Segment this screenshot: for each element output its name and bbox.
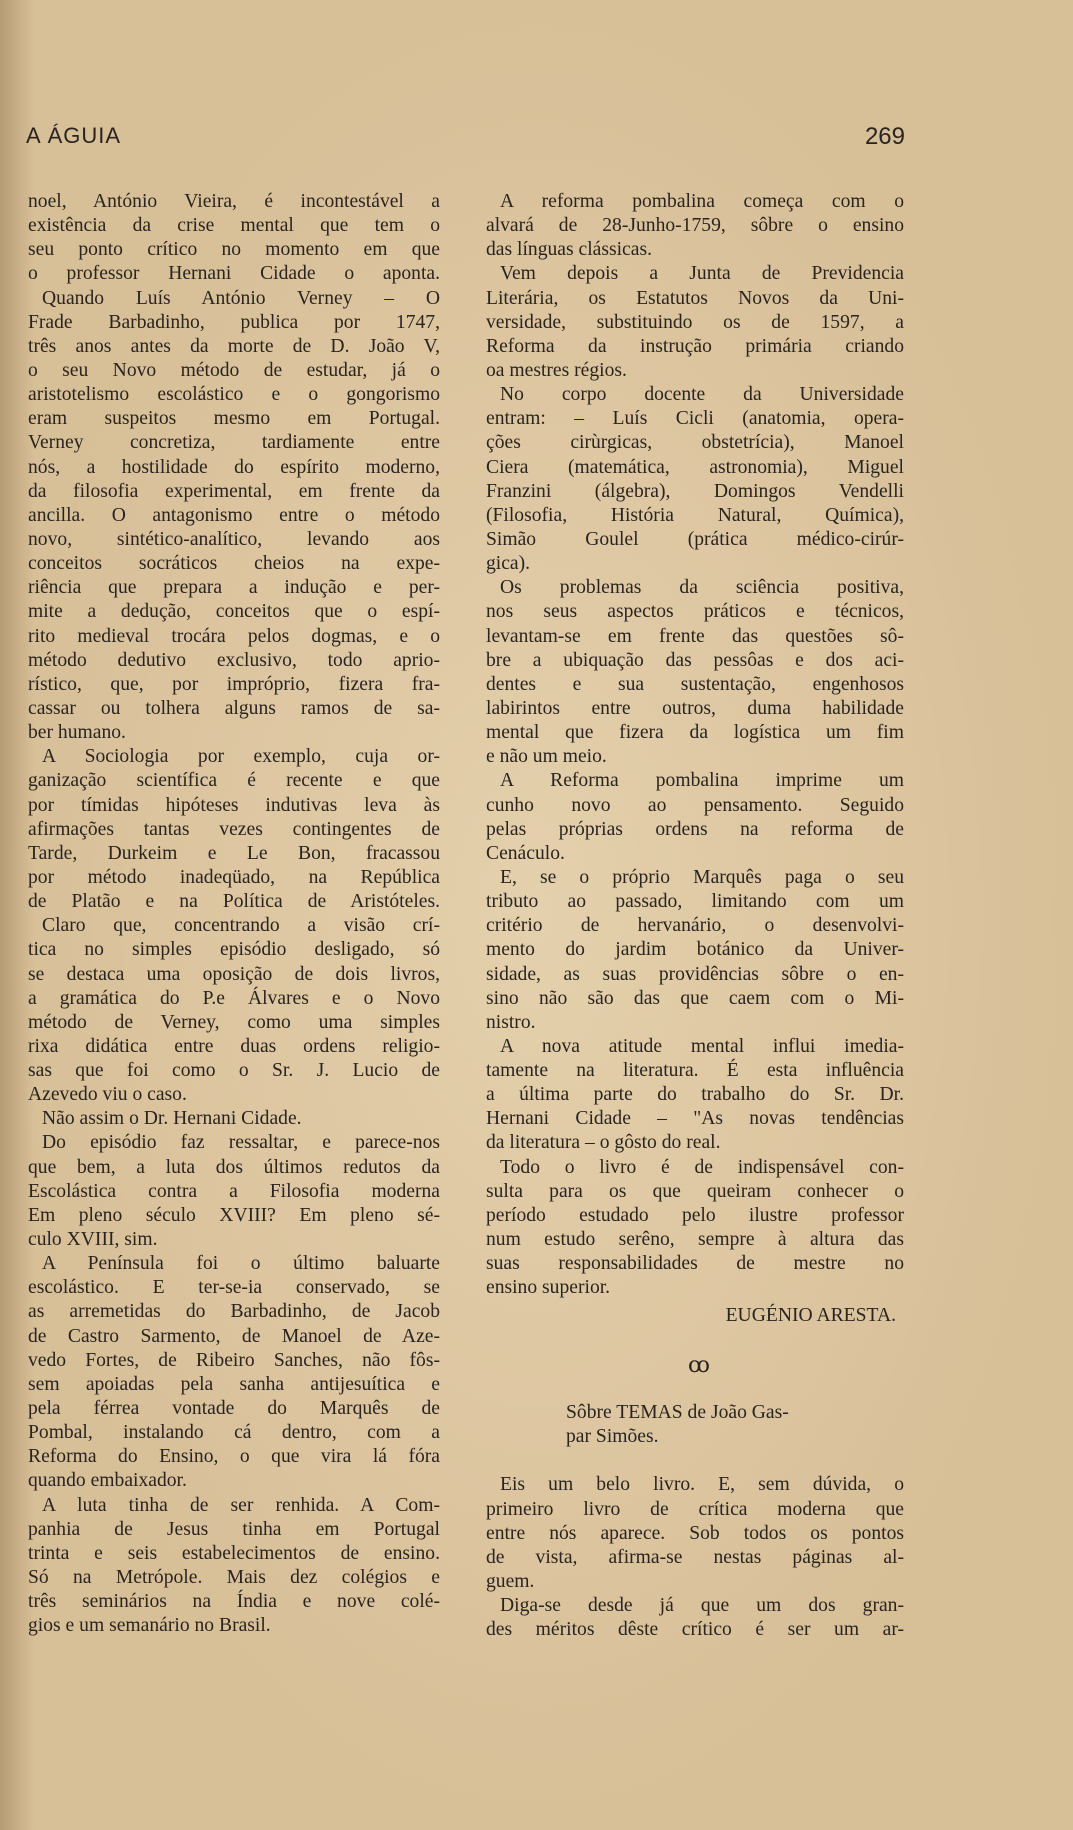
text-line: das línguas clássicas. bbox=[486, 239, 652, 261]
text-line: sidade, as suas providências sôbre o en- bbox=[486, 963, 904, 985]
text-line: cunho novo ao pensamento. Seguido bbox=[486, 794, 904, 816]
text-line: Diga-se desde já que um dos gran- bbox=[500, 1595, 904, 1617]
text-line: rito medieval trocára pelos dogmas, e o bbox=[28, 625, 440, 647]
text-line: da literatura – o gôsto do real. bbox=[486, 1132, 721, 1154]
text-line: Só na Metrópole. Mais dez colégios e bbox=[28, 1567, 440, 1589]
text-line: ensino superior. bbox=[486, 1277, 611, 1299]
text-line: Não assim o Dr. Hernani Cidade. bbox=[42, 1108, 302, 1130]
text-line: de Castro Sarmento, de Manoel de Aze- bbox=[28, 1325, 440, 1347]
author-signature: EUGÉNIO ARESTA. bbox=[725, 1305, 896, 1327]
text-line: rístico, que, por impróprio, fizera fra- bbox=[28, 673, 440, 695]
text-line: se destaca uma oposição de dois livros, bbox=[28, 963, 440, 985]
text-line: suas responsabilidades de mestre no bbox=[486, 1253, 904, 1275]
text-line: par Simões. bbox=[566, 1426, 659, 1448]
text-line: oa mestres régios. bbox=[486, 359, 627, 381]
text-line: entre nós aparece. Sob todos os pontos bbox=[486, 1522, 904, 1544]
text-line: escolástico. E ter-se-ia conservado, se bbox=[28, 1277, 440, 1299]
text-line: gios e um semanário no Brasil. bbox=[28, 1615, 271, 1637]
text-line: pela férrea vontade do Marquês de bbox=[28, 1398, 440, 1420]
text-line: E, se o próprio Marquês paga o seu bbox=[500, 866, 904, 888]
text-line: Pombal, instalando cá dentro, com a bbox=[28, 1422, 440, 1444]
text-line: A Reforma pombalina imprime um bbox=[500, 770, 904, 792]
text-line: critério de hervanário, o desenvolvi- bbox=[486, 915, 904, 937]
text-line: Eis um belo livro. E, sem dúvida, o bbox=[500, 1474, 904, 1496]
text-line: ancilla. O antagonismo entre o método bbox=[28, 504, 440, 526]
text-line: panhia de Jesus tinha em Portugal bbox=[28, 1518, 440, 1540]
text-line: existência da crise mental que tem o bbox=[28, 215, 440, 237]
running-head bbox=[26, 123, 1073, 155]
text-line: A Sociologia por exemplo, cuja or- bbox=[42, 746, 440, 768]
text-line: noel, António Vieira, é incontestável a bbox=[28, 191, 440, 212]
text-line: dentes e sua sustentação, engenhosos bbox=[486, 673, 904, 695]
spacer bbox=[486, 1329, 904, 1353]
text-line: nós, a hostilidade do espírito moderno, bbox=[28, 456, 440, 478]
text-line: por tímidas hipóteses indutivas leva às bbox=[28, 794, 440, 816]
text-line: de Platão e na Política de Aristóteles. bbox=[28, 891, 440, 913]
text-line: eram suspeitos mesmo em Portugal. bbox=[28, 408, 440, 430]
text-line: Literária, os Estatutos Novos da Uni- bbox=[486, 287, 904, 309]
text-line: método de Verney, como uma simples bbox=[28, 1011, 440, 1033]
text-line: conceitos socráticos cheios na expe- bbox=[28, 553, 440, 575]
text-line: versidade, substituindo os de 1597, a bbox=[486, 311, 904, 333]
text-line: a última parte do trabalho do Sr. Dr. bbox=[486, 1084, 904, 1106]
text-line: guem. bbox=[486, 1571, 535, 1593]
text-line: Ciera (matemática, astronomia), Miguel bbox=[486, 456, 904, 478]
text-line: o seu Novo método de estudar, já o bbox=[28, 359, 440, 381]
text-line: por método inadeqüado, na República bbox=[28, 866, 440, 888]
text-line: Quando Luís António Verney – O bbox=[42, 287, 440, 309]
text-line: des méritos dêste crítico é ser um ar- bbox=[486, 1619, 904, 1641]
text-line: nistro. bbox=[486, 1011, 536, 1033]
text-line: ber humano. bbox=[28, 722, 126, 744]
page-number: 269 bbox=[864, 123, 905, 150]
text-line: que bem, a luta dos últimos redutos da bbox=[28, 1156, 440, 1178]
text-line: as arremetidas do Barbadinho, de Jacob bbox=[28, 1301, 440, 1323]
text-line: método dedutivo exclusivo, todo aprio- bbox=[28, 649, 440, 671]
text-line: Reforma do Ensino, o que vira lá fóra bbox=[28, 1446, 440, 1468]
text-line: vedo Fortes, de Ribeiro Sanches, não fôs- bbox=[28, 1349, 440, 1371]
text-line: três anos antes da morte de D. João V, bbox=[28, 335, 440, 357]
text-line: (Filosofia, História Natural, Química), bbox=[486, 504, 904, 526]
text-line: bre a ubiquação das pessôas e dos aci- bbox=[486, 649, 904, 671]
text-line: Sôbre TEMAS de João Gas- bbox=[566, 1402, 789, 1424]
text-line: três seminários na Índia e nove colé- bbox=[28, 1591, 440, 1613]
text-line: nos seus aspectos práticos e técnicos, bbox=[486, 601, 904, 623]
right-column bbox=[486, 190, 904, 1642]
text-line: ções cirùrgicas, obstetrícia), Manoel bbox=[486, 432, 904, 454]
text-line: Claro que, concentrando a visão crí- bbox=[42, 915, 440, 937]
text-line: mite a dedução, conceitos que o espí- bbox=[28, 601, 440, 623]
text-line: primeiro livro de crítica moderna que bbox=[486, 1498, 904, 1520]
text-line: seu ponto crítico no momento em que bbox=[28, 239, 440, 261]
text-line: A nova atitude mental influi imedia- bbox=[500, 1035, 904, 1057]
text-line: sem apoiadas pela sanha antijesuítica e bbox=[28, 1373, 440, 1395]
text-line: Vem depois a Junta de Previdencia bbox=[500, 263, 904, 285]
text-line: tamente na literatura. É esta influência bbox=[486, 1060, 904, 1082]
text-line: Reforma da instrução primária criando bbox=[486, 335, 904, 357]
text-line: afirmações tantas vezes contingentes de bbox=[28, 818, 440, 840]
text-line: e não um meio. bbox=[486, 746, 607, 768]
text-line: culo XVIII, sim. bbox=[28, 1229, 158, 1251]
text-line: alvará de 28-Junho-1759, sôbre o ensino bbox=[486, 215, 904, 237]
section-ornament: ꝏ bbox=[688, 1351, 710, 1377]
text-line: cassar ou tolhera alguns ramos de sa- bbox=[28, 697, 440, 719]
text-line: aristotelismo escolástico e o gongorismo bbox=[28, 384, 440, 406]
text-line: Azevedo viu o caso. bbox=[28, 1084, 187, 1106]
text-line: novo, sintético-analítico, levando aos bbox=[28, 528, 440, 550]
text-line: Escolástica contra a Filosofia moderna bbox=[28, 1180, 440, 1202]
text-line: num estudo serêno, sempre à altura das bbox=[486, 1229, 904, 1251]
text-line: riência que prepara a indução e per- bbox=[28, 577, 440, 599]
text-line: mental que fizera da logística um fim bbox=[486, 722, 904, 744]
text-line: tica no simples episódio desligado, só bbox=[28, 939, 440, 961]
text-line: Todo o livro é de indispensável con- bbox=[500, 1156, 904, 1178]
text-line: Tarde, Durkeim e Le Bon, fracassou bbox=[28, 842, 440, 864]
text-line: No corpo docente da Universidade bbox=[500, 384, 904, 406]
text-line: Os problemas da sciência positiva, bbox=[500, 577, 904, 599]
text-line: tributo ao passado, limitando com um bbox=[486, 891, 904, 913]
text-line: Cenáculo. bbox=[486, 842, 565, 864]
text-line: Verney concretiza, tardiamente entre bbox=[28, 432, 440, 454]
text-line: Em pleno século XVIII? Em pleno sé- bbox=[28, 1204, 440, 1226]
text-line: ganização scientífica é recente e que bbox=[28, 770, 440, 792]
text-line: sino não são das que caem com o Mi- bbox=[486, 987, 904, 1009]
spacer bbox=[486, 1449, 904, 1473]
text-line: Hernani Cidade – "As novas tendências bbox=[486, 1108, 904, 1130]
text-line: Frade Barbadinho, publica por 1747, bbox=[28, 311, 440, 333]
text-line: Franzini (álgebra), Domingos Vendelli bbox=[486, 480, 904, 502]
text-line: o professor Hernani Cidade o aponta. bbox=[28, 263, 440, 285]
journal-title: A ÁGUIA bbox=[26, 123, 122, 148]
text-line: quando embaixador. bbox=[28, 1470, 187, 1492]
text-line: entram: – Luís Cicli (anatomia, opera- bbox=[486, 408, 904, 430]
left-column bbox=[28, 190, 440, 1638]
text-line: período estudado pelo ilustre professor bbox=[486, 1204, 904, 1226]
text-line: Do episódio faz ressaltar, e parece-nos bbox=[42, 1132, 440, 1154]
text-line: trinta e seis estabelecimentos de ensino. bbox=[28, 1542, 440, 1564]
text-line: Simão Goulel (prática médico-cirúr- bbox=[486, 528, 904, 550]
text-line: A luta tinha de ser renhida. A Com- bbox=[42, 1494, 440, 1516]
text-line: levantam-se em frente das questões sô- bbox=[486, 625, 904, 647]
text-line: sas que foi como o Sr. J. Lucio de bbox=[28, 1060, 440, 1082]
text-line: A Península foi o último baluarte bbox=[42, 1253, 440, 1275]
text-line: a gramática do P.e Álvares e o Novo bbox=[28, 987, 440, 1009]
text-line: sulta para os que queiram conhecer o bbox=[486, 1180, 904, 1202]
text-line: rixa didática entre duas ordens religio- bbox=[28, 1035, 440, 1057]
text-line: da filosofia experimental, em frente da bbox=[28, 480, 440, 502]
text-line: de vista, afirma-se nestas páginas al- bbox=[486, 1546, 904, 1568]
spacer bbox=[486, 1377, 904, 1401]
text-line: A reforma pombalina começa com o bbox=[500, 191, 904, 212]
text-line: labirintos entre outros, duma habilidade bbox=[486, 697, 904, 719]
text-line: gica). bbox=[486, 553, 531, 575]
text-line: pelas próprias ordens na reforma de bbox=[486, 818, 904, 840]
text-line: mento do jardim botánico da Univer- bbox=[486, 939, 904, 961]
